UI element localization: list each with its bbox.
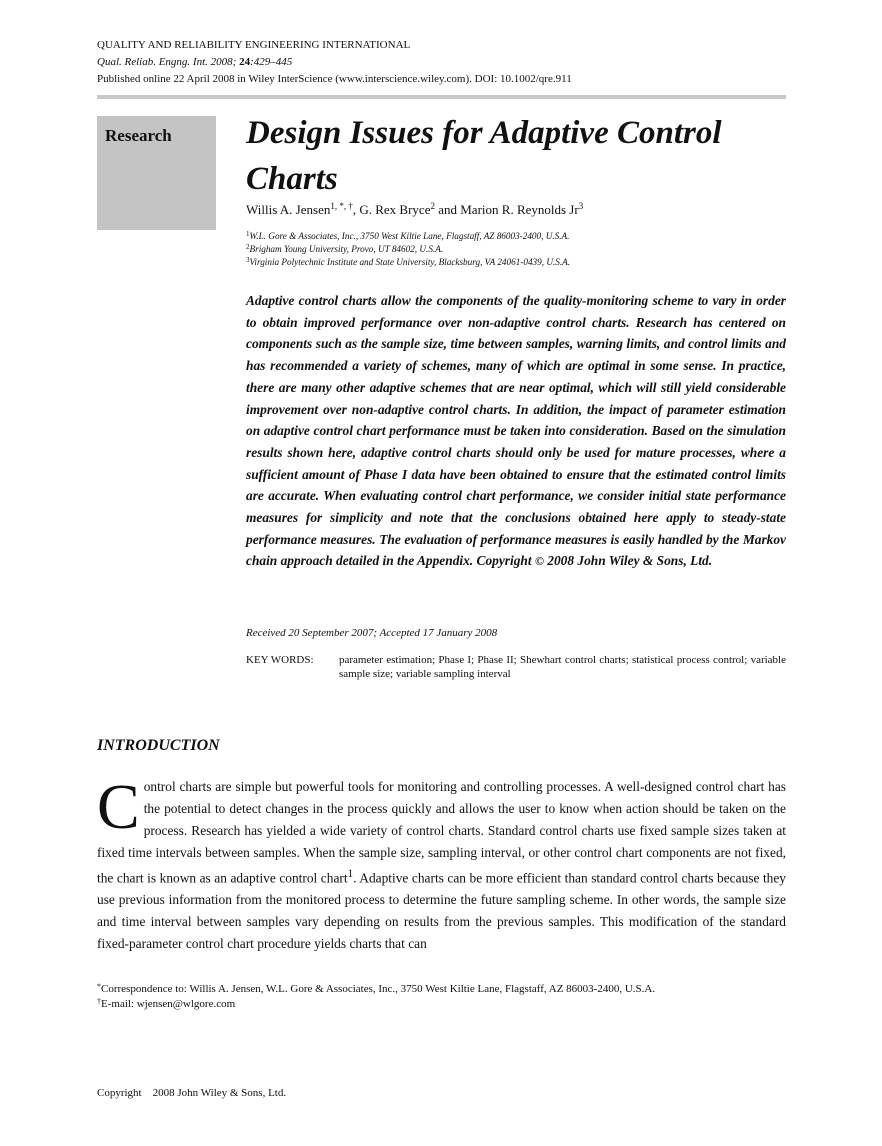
footnote	[97, 982, 655, 997]
affiliation-text: Virginia Polytechnic Institute and State University, Blacksburg, VA 24061-0439, U.S.A.	[249, 257, 571, 267]
article-title: Design Issues for Adaptive Control Charts	[246, 115, 722, 197]
publication-info: Published online 22 April 2008 in Wiley InterScience (www.interscience.wiley.com). DOI: 10.1002/qre.911	[97, 73, 572, 85]
intro-text: ontrol charts are simple but powerful tools for monitoring and controlling processes. A well-designed control chart has the potential to detect changes in the process quickly and allows the user to know when action should be taken on the process. Research has yielded a wide variety of control charts. Standard control charts use fixed sample sizes taken at fixed time intervals between samples. When the sample size, sampling interval, or other control chart components are not fixed, the chart is known as an adaptive control chart	[97, 779, 786, 886]
affiliation-number: 2	[246, 243, 250, 251]
affiliation	[246, 243, 570, 256]
reference-marker[interactable]: 1	[347, 867, 354, 880]
abstract-text: Adaptive control charts allow the components of the quality-monitoring scheme to vary in order to obtain improved performance over non-adaptive control charts. Research has centered on components such as the sample size, time between samples, warning limits, and control limits and has recommended a variety of schemes, many of which are optimal in some sense. In practice, there are many other adaptive schemes that are near optimal, which will still yield considerable improvement over non-adaptive control charts. In addition, the impact of parameter estimation on adaptive control chart performance must be taken into consideration. Based on the simulation results shown here, adaptive control charts should only be used for mature processes, where a sufficient amount of Phase I data have been obtained to ensure that the estimated control limits are accurate. When evaluating control chart performance, we consider initial state performance measures for simplicity and note that the conclusions obtained here apply to steady-state performance measures. The evaluation of performance measures is easily handled by the Markov chain approach detailed in the Appendix.	[246, 293, 786, 569]
section-label: Research	[105, 126, 172, 145]
footnotes	[97, 982, 655, 1012]
citation-year: 2008;	[210, 56, 237, 68]
abstract-copyright-word: Copyright	[476, 553, 532, 569]
author-marks: 2	[430, 201, 435, 211]
abstract-copyright: 2008 John Wiley & Sons, Ltd.	[547, 553, 713, 569]
header-rule	[97, 95, 786, 99]
footnote	[97, 997, 655, 1012]
intro-text-continued: . Adaptive charts can be more efficient than standard control charts because they use previous information from the monitored process to determine the future sampling scheme. In other words, the sample size and time interval between samples vary depending on results from the previous samples. This modification of the standard fixed-parameter control chart procedure yields charts that can	[97, 870, 786, 951]
affiliation-text: W.L. Gore & Associates, Inc., 3750 West Kiltie Lane, Flagstaff, AZ 86003-2400, U.S.A.	[249, 231, 570, 241]
affiliation-number: 3	[246, 256, 250, 264]
author-name: Willis A. Jensen	[246, 202, 331, 217]
author-separator: and	[434, 202, 461, 217]
affiliation	[246, 230, 570, 243]
affiliation	[246, 256, 570, 269]
copyright-symbol: ©	[534, 554, 544, 569]
section-heading: INTRODUCTION	[97, 737, 220, 754]
journal-citation	[97, 54, 787, 71]
footnote-mark: *	[97, 982, 101, 991]
keywords-text: parameter estimation; Phase I; Phase II; Shewhart control charts; statistical process control; variable sample size; variable sampling interval	[339, 654, 786, 680]
footnote-mark: †	[97, 997, 101, 1006]
author-name: Marion R. Reynolds Jr	[460, 202, 579, 217]
citation-volume: 24	[239, 56, 251, 68]
journal-header	[97, 37, 787, 88]
page-copyright: Copyright 2008 John Wiley & Sons, Ltd.	[97, 1087, 287, 1099]
introduction-paragraph	[97, 771, 786, 955]
citation-pages: :429–445	[250, 56, 293, 68]
author-separator: ,	[352, 202, 360, 217]
received-dates: Received 20 September 2007; Accepted 17 January 2008	[246, 627, 498, 639]
author-list	[246, 202, 583, 218]
author-marks: 3	[578, 201, 584, 211]
author-marks: 1, *, †	[330, 201, 353, 211]
affiliation-text: Brigham Young University, Provo, UT 84602, U.S.A.	[249, 244, 444, 254]
abstract	[246, 290, 786, 573]
section-box	[97, 116, 216, 230]
affiliation-number: 1	[246, 230, 250, 238]
keywords-label: KEY WORDS:	[246, 654, 314, 666]
author-name: G. Rex Bryce	[359, 202, 431, 217]
keywords	[246, 653, 786, 681]
drop-cap: C	[97, 771, 140, 842]
affiliations	[246, 230, 570, 269]
footnote-text: E-mail: wjensen@wlgore.com	[101, 998, 236, 1010]
footnote-text: Correspondence to: Willis A. Jensen, W.L. Gore & Associates, Inc., 3750 West Kiltie Lane, Flagstaff, AZ 86003-2400, U.S.A.	[101, 983, 656, 995]
citation-abbrev: Qual. Reliab. Engng. Int.	[97, 56, 208, 68]
journal-name: QUALITY AND RELIABILITY ENGINEERING INTERNATIONAL	[97, 39, 411, 51]
